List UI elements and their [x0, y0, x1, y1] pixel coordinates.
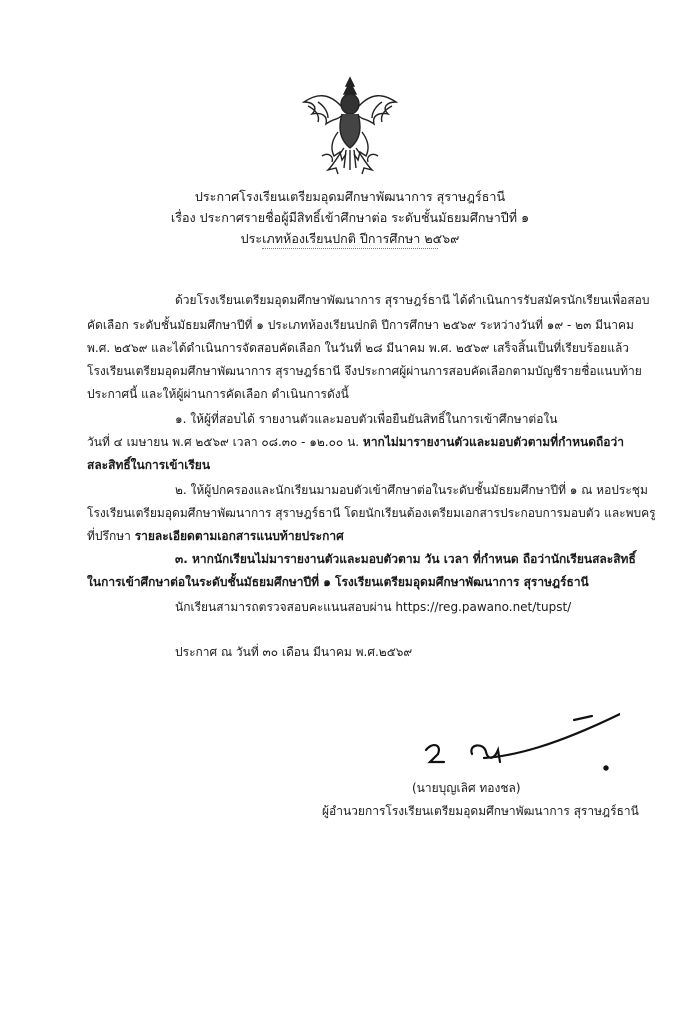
item-2-line-2: โรงเรียนเตรียมอุดมศึกษาพัฒนาการ สุราษฎร์ธานี โดยนักเรียนต้องเตรียมเอกสารประกอบการมอบตัว และพบครู	[87, 506, 656, 520]
intro-line-1: ด้วยโรงเรียนเตรียมอุดมศึกษาพัฒนาการ สุราษฎร์ธานี ได้ดำเนินการรับสมัครนักเรียนเพื่อสอบ	[175, 293, 650, 307]
item-3-line-2: ในการเข้าศึกษาต่อในระดับชั้นมัธยมศึกษาปีที่ ๑ โรงเรียนเตรียมอุดมศึกษาพัฒนาการ สุราษฎร์ธานี	[87, 575, 589, 589]
item-1-warning: หากไม่มารายงานตัวและมอบตัวตามที่กำหนดถือว่า	[362, 435, 624, 449]
handwritten-signature	[424, 710, 620, 782]
announcement-issuer: ประกาศโรงเรียนเตรียมอุดมศึกษาพัฒนาการ สุราษฎร์ธานี	[194, 189, 506, 204]
announcement-subject: เรื่อง ประกาศรายชื่อผู้มีสิทธิ์เข้าศึกษาต่อ ระดับชั้นมัธยมศึกษาปีที่ ๑	[170, 210, 530, 225]
announcement-category: ประเภทห้องเรียนปกติ ปีการศึกษา ๒๕๖๙	[240, 231, 460, 246]
item-3-line-1: ๓. หากนักเรียนไม่มารายงานตัวและมอบตัวตาม วัน เวลา ที่กำหนด ถือว่านักเรียนสละสิทธิ์	[175, 552, 636, 566]
item-1-line-2	[87, 435, 624, 449]
item-1-line-3: สละสิทธิ์ในการเข้าเรียน	[87, 458, 211, 472]
item-2-line-3	[87, 529, 344, 543]
item-1-time: วันที่ ๔ เมษายน พ.ศ ๒๕๖๙ เวลา ๐๘.๓๐ - ๑๒.๐๐ น.	[87, 435, 363, 449]
item-1-line-1: ๑. ให้ผู้ที่สอบได้ รายงานตัวและมอบตัวเพื่อยืนยันสิทธิ์ในการเข้าศึกษาต่อใน	[175, 412, 558, 426]
announce-date: ประกาศ ณ วันที่ ๓๐ เดือน มีนาคม พ.ศ.๒๕๖๙	[175, 645, 413, 659]
header-divider	[262, 248, 438, 249]
signatory-position: ผู้อำนวยการโรงเรียนเตรียมอุดมศึกษาพัฒนาการ สุราษฎร์ธานี	[322, 804, 639, 818]
signatory-name: (นายบุญเลิศ ทองชล)	[412, 781, 521, 795]
intro-line-5: ประกาศนี้ และให้ผู้ผ่านการคัดเลือก ดำเนินการดังนี้	[87, 387, 349, 401]
item-2-advisor: ที่ปรึกษา	[87, 529, 135, 543]
intro-line-4: โรงเรียนเตรียมอุดมศึกษาพัฒนาการ สุราษฎร์ธานี จึงประกาศผู้ผ่านการสอบคัดเลือกตามบัญชีรายชื่อแนบท้าย	[87, 364, 642, 378]
intro-line-2: คัดเลือก ระดับชั้นมัธยมศึกษาปีที่ ๑ ประเภทห้องเรียนปกติ ปีการศึกษา ๒๕๖๙ ระหว่างวันที่ ๑๙ - ๒๓ มีนาคม	[87, 318, 634, 332]
score-check-note: นักเรียนสามารถตรวจสอบคะแนนสอบผ่าน https://reg.pawano.net/tupst/	[175, 600, 572, 614]
item-2-line-1: ๒. ให้ผู้ปกครองและนักเรียนมามอบตัวเข้าศึกษาต่อในระดับชั้นมัธยมศึกษาปีที่ ๑ ณ หอประชุม	[175, 483, 648, 497]
item-2-details-note: รายละเอียดตามเอกสารแนบท้ายประกาศ	[134, 529, 344, 543]
intro-line-3: พ.ศ. ๒๕๖๙ และได้ดำเนินการจัดสอบคัดเลือก ในวันที่ ๒๘ มีนาคม พ.ศ. ๒๕๖๙ เสร็จสิ้นเป็นที่เรียบร้อยแล้ว	[87, 341, 630, 355]
garuda-emblem-icon	[298, 72, 402, 180]
